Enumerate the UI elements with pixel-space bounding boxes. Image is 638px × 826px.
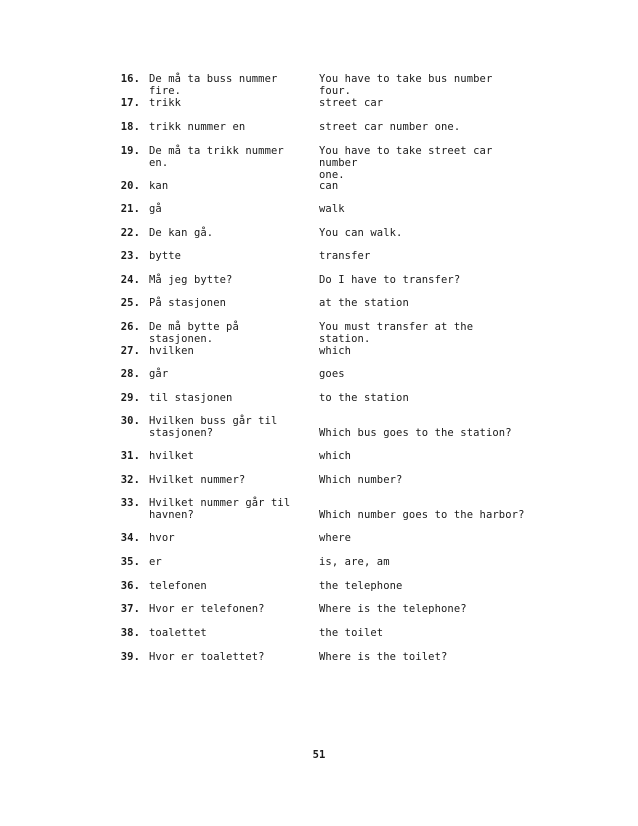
norwegian-phrase: hvor (149, 532, 175, 544)
norwegian-phrase: går (149, 368, 169, 380)
english-translation: the telephone (319, 580, 403, 592)
norwegian-phrase: De kan gå. (149, 227, 214, 239)
norwegian-phrase: De må ta trikk nummer en. (149, 145, 284, 169)
english-translation: to the station (319, 392, 409, 404)
item-number: 26. (120, 321, 140, 333)
english-translation: Which number? (319, 474, 403, 486)
norwegian-phrase: telefonen (149, 580, 207, 592)
english-translation: transfer (319, 250, 371, 262)
item-number: 32. (120, 474, 140, 486)
item-number: 39. (120, 651, 140, 663)
item-number: 19. (120, 145, 140, 157)
norwegian-phrase: gå (149, 203, 162, 215)
item-number: 30. (120, 415, 140, 427)
item-number: 27. (120, 345, 140, 357)
english-translation: goes (319, 368, 345, 380)
norwegian-phrase: Hvilken buss går til stasjonen? (149, 415, 278, 439)
norwegian-phrase: toalettet (149, 627, 207, 639)
item-number: 28. (120, 368, 140, 380)
item-number: 23. (120, 250, 140, 262)
norwegian-phrase: hvilken (149, 345, 194, 357)
norwegian-phrase: Hvilket nummer? (149, 474, 246, 486)
english-translation: street car number one. (319, 121, 461, 133)
norwegian-phrase: De må ta buss nummer fire. (149, 73, 278, 97)
item-number: 35. (120, 556, 140, 568)
item-number: 38. (120, 627, 140, 639)
norwegian-phrase: hvilket (149, 450, 194, 462)
item-number: 22. (120, 227, 140, 239)
english-translation: where (319, 532, 352, 544)
item-number: 31. (120, 450, 140, 462)
norwegian-phrase: Hvor er telefonen? (149, 603, 265, 615)
item-number: 16. (120, 73, 140, 85)
english-translation: Which bus goes to the station? (319, 427, 512, 439)
item-number: 33. (120, 497, 140, 509)
norwegian-phrase: De må bytte på stasjonen. (149, 321, 239, 345)
english-translation: You have to take street car number one. (319, 145, 493, 181)
page-number: 51 (312, 749, 326, 761)
english-translation: street car (319, 97, 384, 109)
item-number: 17. (120, 97, 140, 109)
item-number: 36. (120, 580, 140, 592)
item-number: 18. (120, 121, 140, 133)
english-translation: which (319, 450, 352, 462)
item-number: 29. (120, 392, 140, 404)
english-translation: Which number goes to the harbor? (319, 509, 525, 521)
item-number: 24. (120, 274, 140, 286)
english-translation: Where is the telephone? (319, 603, 467, 615)
norwegian-phrase: trikk nummer en (149, 121, 246, 133)
item-number: 20. (120, 180, 140, 192)
norwegian-phrase: Må jeg bytte? (149, 274, 233, 286)
norwegian-phrase: til stasjonen (149, 392, 233, 404)
english-translation: the toilet (319, 627, 384, 639)
english-translation: walk (319, 203, 345, 215)
english-translation: You have to take bus number four. (319, 73, 493, 97)
norwegian-phrase: Hvilket nummer går til havnen? (149, 497, 291, 521)
norwegian-phrase: Hvor er toalettet? (149, 651, 265, 663)
norwegian-phrase: På stasjonen (149, 297, 227, 309)
english-translation: You must transfer at the station. (319, 321, 474, 345)
norwegian-phrase: bytte (149, 250, 182, 262)
item-number: 37. (120, 603, 140, 615)
english-translation: at the station (319, 297, 409, 309)
norwegian-phrase: er (149, 556, 162, 568)
norwegian-phrase: trikk (149, 97, 182, 109)
english-translation: Do I have to transfer? (319, 274, 461, 286)
norwegian-phrase: kan (149, 180, 169, 192)
item-number: 34. (120, 532, 140, 544)
english-translation: You can walk. (319, 227, 403, 239)
english-translation: can (319, 180, 339, 192)
english-translation: Where is the toilet? (319, 651, 448, 663)
item-number: 25. (120, 297, 140, 309)
english-translation: is, are, am (319, 556, 390, 568)
item-number: 21. (120, 203, 140, 215)
english-translation: which (319, 345, 352, 357)
